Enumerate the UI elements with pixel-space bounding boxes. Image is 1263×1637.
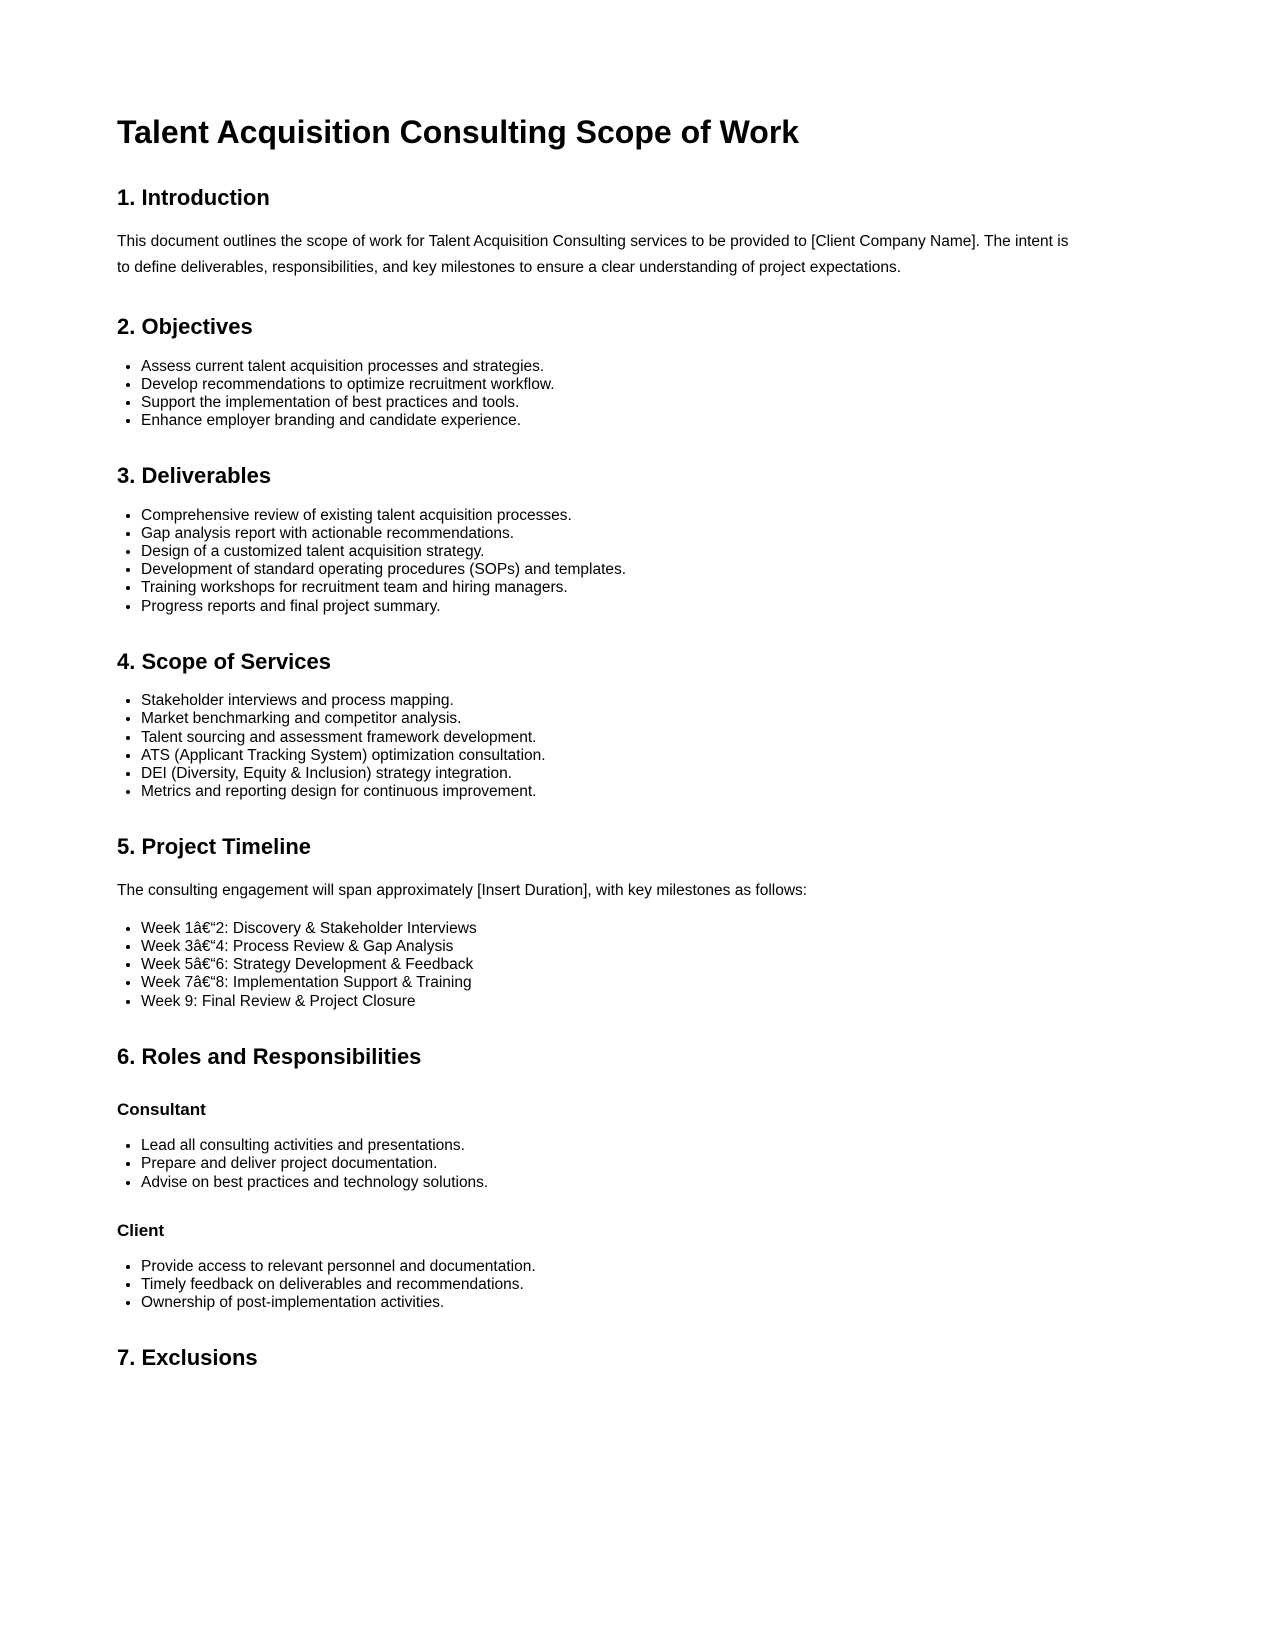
- list-item: • Lead all consulting activities and presentations.: [141, 1137, 1080, 1155]
- list-item: • DEI (Diversity, Equity & Inclusion) strategy integration.: [141, 765, 1080, 783]
- timeline-paragraph: The consulting engagement will span approximately [Insert Duration], with key milestones as follows:: [117, 881, 808, 899]
- list-item: • Timely feedback on deliverables and recommendations.: [141, 1276, 1080, 1294]
- list-item: • Prepare and deliver project documentation.: [141, 1155, 1080, 1173]
- list-item: • ATS (Applicant Tracking System) optimization consultation.: [141, 747, 1080, 765]
- client-list: [117, 1258, 1080, 1312]
- scope-of-services-list: [117, 692, 1080, 801]
- list-item: • Week 9: Final Review & Project Closure: [141, 993, 1080, 1011]
- list-item: • Support the implementation of best practices and tools.: [141, 394, 1080, 412]
- list-item: • Talent sourcing and assessment framework development.: [141, 729, 1080, 747]
- list-item: • Training workshops for recruitment team and hiring managers.: [141, 579, 1080, 597]
- list-item: • Assess current talent acquisition processes and strategies.: [141, 358, 1080, 376]
- list-item: • Stakeholder interviews and process mapping.: [141, 692, 1080, 710]
- consultant-list: [117, 1137, 1080, 1191]
- introduction-paragraph: This document outlines the scope of work for Talent Acquisition Consulting services to be provided to [Client Company Name]. The intent is to define deliverables, responsibilities, and key milestones to ensure a clear understanding of project expectations.: [117, 232, 1069, 276]
- list-item: • Progress reports and final project summary.: [141, 598, 1080, 616]
- list-item: • Week 5â€“6: Strategy Development & Feedback: [141, 956, 1080, 974]
- section-heading-introduction: 1. Introduction: [117, 185, 270, 210]
- section-heading-deliverables: 3. Deliverables: [117, 463, 272, 489]
- list-item: • Develop recommendations to optimize recruitment workflow.: [141, 376, 1080, 394]
- subsection-heading-consultant: Consultant: [117, 1100, 206, 1120]
- list-item: • Ownership of post-implementation activities.: [141, 1294, 1080, 1312]
- timeline-list: [117, 920, 1080, 1011]
- section-heading-objectives: 2. Objectives: [117, 314, 253, 340]
- list-item: • Week 3â€“4: Process Review & Gap Analysis: [141, 938, 1080, 956]
- section-heading-roles-responsibilities: 6. Roles and Responsibilities: [117, 1043, 422, 1069]
- section-heading-exclusions: 7. Exclusions: [117, 1345, 258, 1371]
- list-item: • Advise on best practices and technology solutions.: [141, 1174, 1080, 1192]
- list-item: • Comprehensive review of existing talent acquisition processes.: [141, 507, 1080, 525]
- list-item: • Development of standard operating procedures (SOPs) and templates.: [141, 561, 1080, 579]
- list-item: • Design of a customized talent acquisition strategy.: [141, 543, 1080, 561]
- list-item: • Week 1â€“2: Discovery & Stakeholder Interviews: [141, 920, 1080, 938]
- list-item: • Market benchmarking and competitor analysis.: [141, 710, 1080, 728]
- objectives-list: [117, 358, 1080, 431]
- section-heading-project-timeline: 5. Project Timeline: [117, 834, 312, 860]
- list-item: • Enhance employer branding and candidate experience.: [141, 412, 1080, 430]
- list-item: • Gap analysis report with actionable recommendations.: [141, 525, 1080, 543]
- list-item: • Metrics and reporting design for continuous improvement.: [141, 783, 1080, 801]
- list-item: • Week 7â€“8: Implementation Support & Training: [141, 974, 1080, 992]
- subsection-heading-client: Client: [117, 1220, 165, 1240]
- page-title: Talent Acquisition Consulting Scope of Work: [117, 114, 800, 150]
- section-heading-scope-of-services: 4. Scope of Services: [117, 648, 331, 674]
- list-item: • Provide access to relevant personnel and documentation.: [141, 1258, 1080, 1276]
- deliverables-list: [117, 507, 1080, 616]
